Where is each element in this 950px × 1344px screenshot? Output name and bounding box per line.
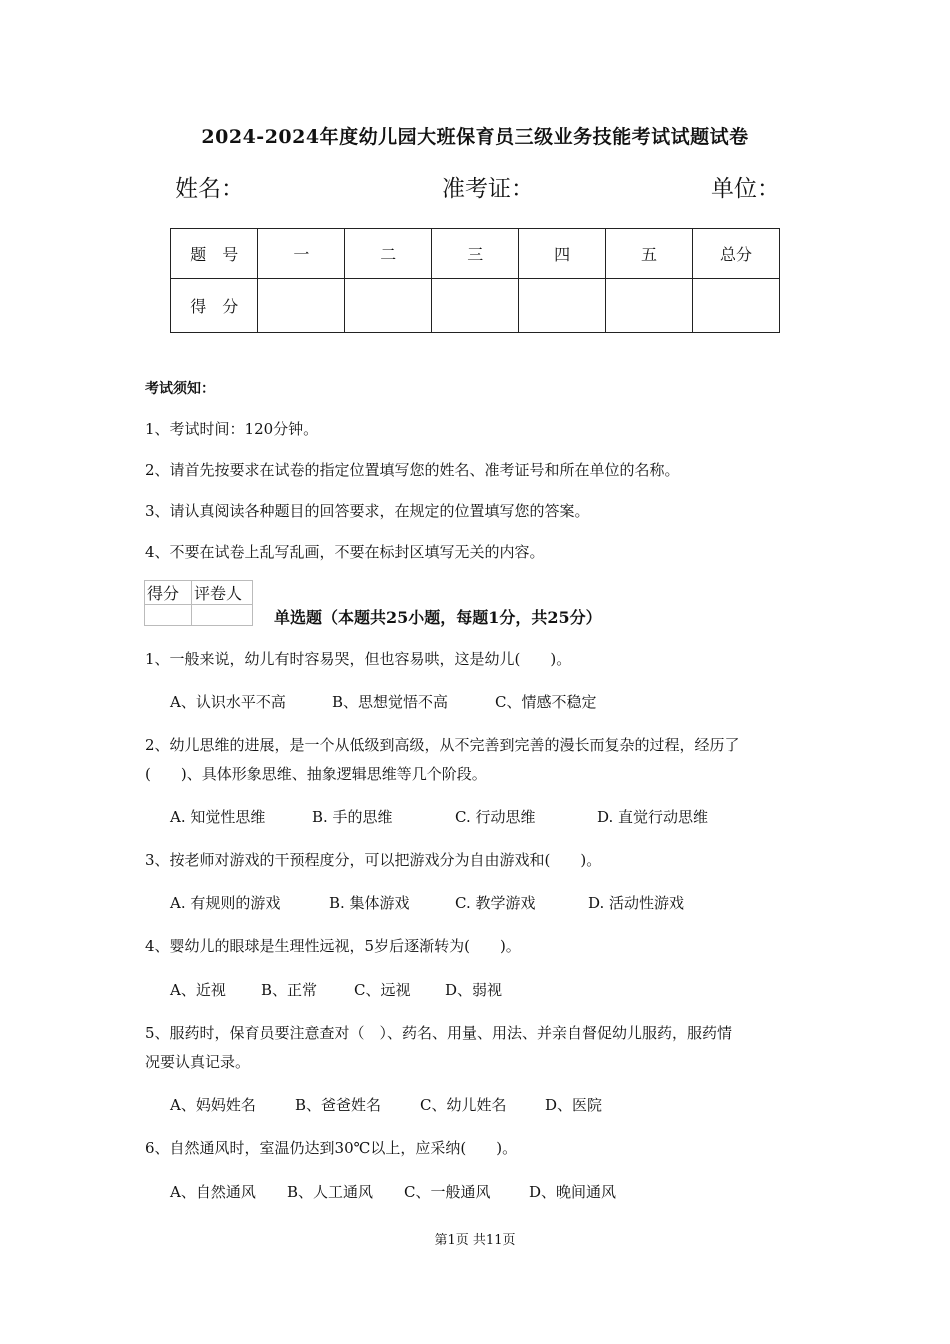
notice-item: 4、不要在试卷上乱写乱画，不要在标封区填写无关的内容。 [145,543,545,561]
grader-score-label: 得分 [145,581,192,605]
score-cell[interactable] [693,279,780,333]
notice-heading: 考试须知： [145,381,215,397]
question-option: D、晚间通风 [529,1183,617,1201]
score-header-cell: 二 [345,229,432,279]
question-option: A、自然通风 [170,1183,256,1201]
question-stem: 况要认真记录。 [145,1053,251,1071]
question-option: B、思想觉悟不高 [332,693,449,711]
question-option: C. 教学游戏 [455,894,536,912]
name-label: 姓名： [175,176,244,202]
question-option: C、幼儿姓名 [420,1096,507,1114]
ticket-label: 准考证： [442,176,534,202]
score-header-cell: 一 [258,229,345,279]
score-cell[interactable] [345,279,432,333]
question-stem: 2、幼儿思维的进展，是一个从低级到高级，从不完善到完善的漫长而复杂的过程，经历了 [145,736,740,754]
question-stem: 3、按老师对游戏的干预程度分，可以把游戏分为自由游戏和( )。 [145,851,602,869]
question-option: B. 手的思维 [312,808,393,826]
question-option: A、近视 [170,981,226,999]
question-option: D. 活动性游戏 [588,894,685,912]
question-stem: 6、自然通风时，室温仍达到30℃以上，应采纳( )。 [145,1139,518,1157]
grader-reviewer-cell[interactable] [192,605,253,626]
question-option: A、妈妈姓名 [170,1096,256,1114]
question-stem: 4、婴幼儿的眼球是生理性远视，5岁后逐渐转为( )。 [145,937,521,955]
score-header-cell: 三 [432,229,519,279]
candidate-info-row [175,170,780,204]
page-title: 2024-2024年度幼儿园大班保育员三级业务技能考试试题试卷 [201,126,749,148]
score-cell[interactable] [258,279,345,333]
notice-item: 2、请首先按要求在试卷的指定位置填写您的姓名、准考证号和所在单位的名称。 [145,461,680,479]
score-header-cell: 总分 [693,229,780,279]
question-option: C. 行动思维 [455,808,536,826]
question-option: D、医院 [545,1096,603,1114]
question-option: A. 有规则的游戏 [170,894,281,912]
score-table-header-row [171,229,780,279]
score-header-cell: 题 号 [171,229,258,279]
question-option: C、情感不稳定 [495,693,597,711]
score-cell[interactable] [519,279,606,333]
notice-item: 1、考试时间：120分钟。 [145,420,319,438]
question-option: C、一般通风 [404,1183,491,1201]
question-stem: 1、一般来说，幼儿有时容易哭，但也容易哄，这是幼儿( )。 [145,650,572,668]
question-option: C、远视 [354,981,411,999]
score-cell[interactable] [606,279,693,333]
score-row-label: 得 分 [171,279,258,333]
grader-score-cell[interactable] [145,605,192,626]
question-stem: 5、服药时，保育员要注意查对（ ）、药名、用量、用法、并亲自督促幼儿服药，服药情 [145,1024,733,1042]
grader-reviewer-label: 评卷人 [192,581,253,605]
notice-item: 3、请认真阅读各种题目的回答要求，在规定的位置填写您的答案。 [145,502,590,520]
section-title: 单选题（本题共25小题，每题1分，共25分） [274,608,602,627]
question-option: D、弱视 [445,981,503,999]
unit-label: 单位： [711,176,780,202]
score-cell[interactable] [432,279,519,333]
question-option: B、人工通风 [287,1183,374,1201]
score-header-cell: 四 [519,229,606,279]
page-footer: 第1页 共11页 [434,1233,516,1248]
question-option: A、认识水平不高 [170,693,286,711]
question-option: A. 知觉性思维 [170,808,266,826]
grader-box [144,580,253,626]
question-option: B. 集体游戏 [329,894,410,912]
question-option: B、正常 [261,981,318,999]
question-option: D. 直觉行动思维 [597,808,709,826]
question-stem: ( )、具体形象思维、抽象逻辑思维等几个阶段。 [145,765,487,783]
score-header-cell: 五 [606,229,693,279]
score-table-score-row [171,279,780,333]
score-table [170,228,780,333]
question-option: B、爸爸姓名 [295,1096,382,1114]
